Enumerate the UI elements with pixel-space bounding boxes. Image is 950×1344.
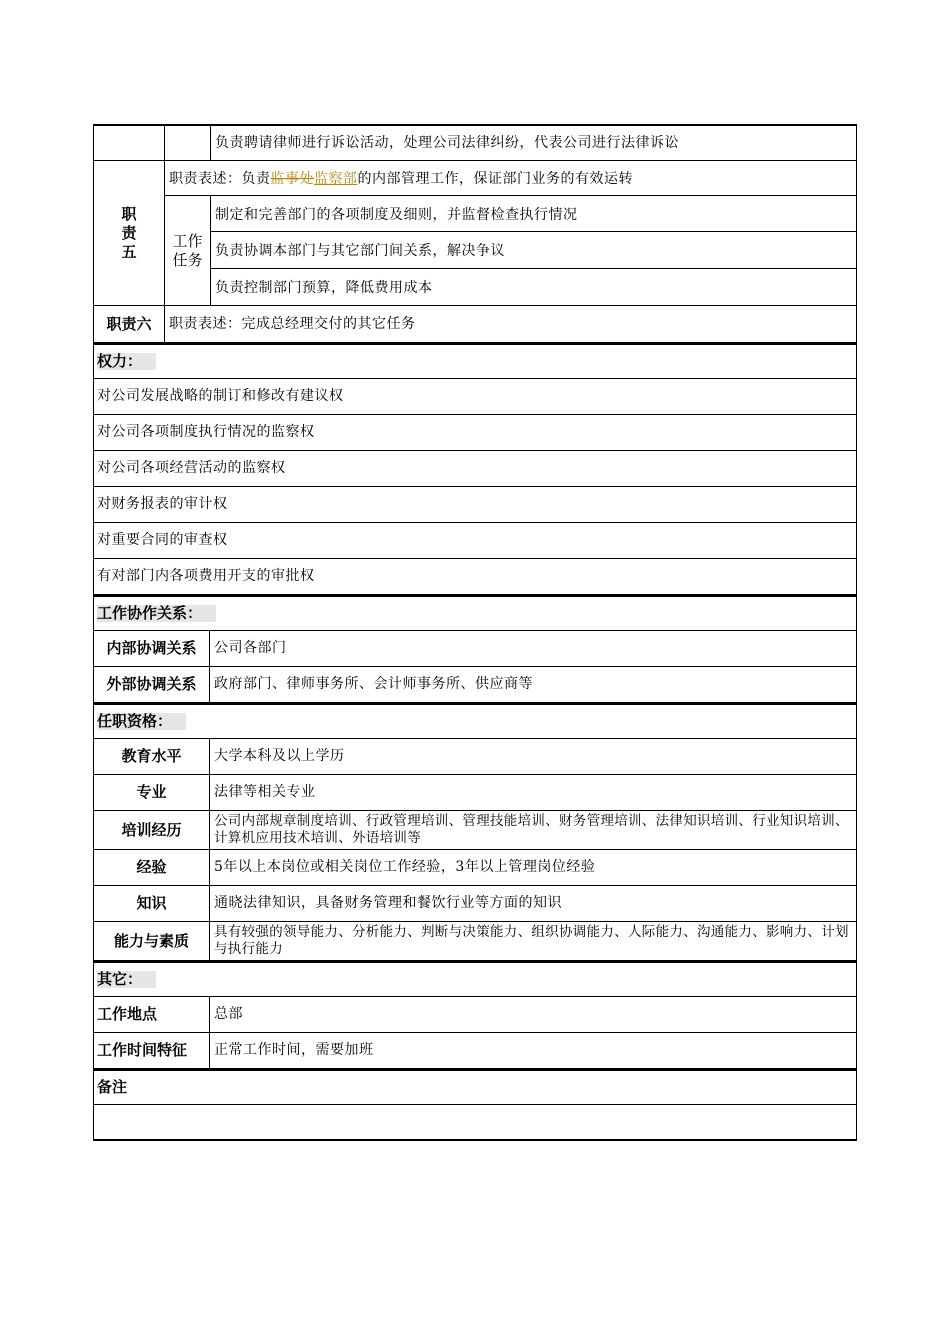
- duty5-task-3: 负责控制部门预算，降低费用成本: [210, 269, 856, 305]
- duty5-block: [93, 161, 857, 306]
- qualification-value-training: 公司内部规章制度培训、行政管理培训、管理技能培训、财务管理培训、法律知识培训、行业知识培训、计算机应用技术培训、外语培训等: [209, 811, 856, 849]
- qualifications-header-row: [93, 703, 857, 739]
- duty5-task-2: 负责协调本部门与其它部门间关系，解决争议: [210, 232, 856, 269]
- qualification-value-experience: 5年以上本岗位或相关岗位工作经验，3年以上管理岗位经验: [209, 850, 856, 885]
- duty5-tasks-label-cell: [164, 196, 210, 305]
- relations-external-label: 外部协调关系: [106, 675, 197, 693]
- remarks-content-row: [93, 1105, 857, 1141]
- relations-internal-value: 公司各部门: [209, 631, 856, 666]
- duty5-tasks-label: 工作任务: [172, 231, 203, 269]
- qualification-row: [93, 775, 857, 811]
- duty5-desc-link-new: 监察部: [314, 171, 358, 187]
- relations-external-row: [93, 667, 857, 703]
- duty5-desc-suffix: 的内部管理工作，保证部门业务的有效运转: [357, 171, 633, 187]
- duty5-description: [164, 161, 856, 196]
- other-time-value: 正常工作时间，需要加班: [209, 1033, 856, 1068]
- authority-item-1: 对公司发展战略的制订和修改有建议权: [97, 388, 344, 404]
- authority-header-row: [93, 343, 857, 379]
- duty5-label-cell: [94, 161, 164, 305]
- authority-item-5: 对重要合同的审查权: [97, 532, 228, 548]
- relations-internal-row: [93, 631, 857, 667]
- authority-item-row: [93, 451, 857, 487]
- other-location-label: 工作地点: [97, 1005, 158, 1023]
- remarks-header-row: [93, 1069, 857, 1105]
- remarks-value: [94, 1105, 856, 1139]
- remarks-title: 备注: [97, 1078, 128, 1096]
- authority-title-cell: [94, 345, 856, 378]
- duty-prev-task-text: 负责聘请律师进行诉讼活动，处理公司法律纠纷，代表公司进行法律诉讼: [210, 126, 856, 160]
- authority-item-row: [93, 487, 857, 523]
- authority-title: 权力：: [97, 353, 156, 370]
- qualification-label-ability: 能力与素质: [113, 931, 189, 950]
- other-title-cell: [94, 963, 856, 996]
- duty-prev-task-row: [93, 124, 857, 161]
- job-description-table: [93, 124, 857, 1141]
- qualification-row: [93, 739, 857, 775]
- relations-internal-label: 内部协调关系: [106, 639, 197, 657]
- authority-item-row: [93, 379, 857, 415]
- other-header-row: [93, 961, 857, 997]
- duty5-label: 职责五: [121, 204, 137, 261]
- qualifications-title-cell: [94, 705, 856, 738]
- duty6-row: [93, 306, 857, 343]
- qualification-label-education: 教育水平: [121, 747, 182, 765]
- qualification-row: [93, 886, 857, 922]
- qualification-row: [93, 922, 857, 961]
- authority-item-row: [93, 559, 857, 595]
- other-time-row: [93, 1033, 857, 1069]
- authority-item-3: 对公司各项经营活动的监察权: [97, 460, 286, 476]
- duty5-task-1: 制定和完善部门的各项制度及细则，并监督检查执行情况: [210, 196, 856, 232]
- qualification-value-major: 法律等相关专业: [209, 775, 856, 810]
- other-location-value: 总部: [209, 997, 856, 1032]
- qualification-label-experience: 经验: [136, 858, 167, 876]
- duty5-desc-link-old: 监事处: [270, 171, 314, 187]
- relations-header-row: [93, 595, 857, 631]
- relations-title: 工作协作关系：: [97, 605, 216, 622]
- authority-item-row: [93, 415, 857, 451]
- qualification-value-ability: 具有较强的领导能力、分析能力、判断与决策能力、组织协调能力、人际能力、沟通能力、影响力、计划与执行能力: [209, 922, 856, 960]
- qualification-label-major: 专业: [136, 783, 167, 801]
- qualifications-title: 任职资格：: [97, 713, 186, 730]
- other-title: 其它：: [97, 971, 156, 988]
- qualification-label-knowledge: 知识: [136, 894, 167, 912]
- relations-title-cell: [94, 597, 856, 630]
- duty6-description: 职责表述：完成总经理交付的其它任务: [164, 306, 856, 342]
- qualification-label-training: 培训经历: [121, 820, 182, 839]
- relations-external-value: 政府部门、律师事务所、会计师事务所、供应商等: [209, 667, 856, 702]
- qualification-row: [93, 811, 857, 850]
- other-time-label: 工作时间特征: [97, 1041, 188, 1059]
- duty-prev-label-cell: [94, 126, 164, 160]
- duty5-desc-prefix: 职责表述：负责: [169, 171, 271, 187]
- authority-item-row: [93, 523, 857, 559]
- other-location-row: [93, 997, 857, 1033]
- qualification-value-knowledge: 通晓法律知识，具备财务管理和餐饮行业等方面的知识: [209, 886, 856, 921]
- authority-item-4: 对财务报表的审计权: [97, 496, 228, 512]
- qualification-value-education: 大学本科及以上学历: [209, 739, 856, 774]
- qualification-row: [93, 850, 857, 886]
- duty6-label: 职责六: [106, 314, 152, 333]
- authority-item-2: 对公司各项制度执行情况的监察权: [97, 424, 315, 440]
- duty-prev-tasks-label-cell: [164, 126, 210, 160]
- authority-item-6: 有对部门内各项费用开支的审批权: [97, 568, 315, 584]
